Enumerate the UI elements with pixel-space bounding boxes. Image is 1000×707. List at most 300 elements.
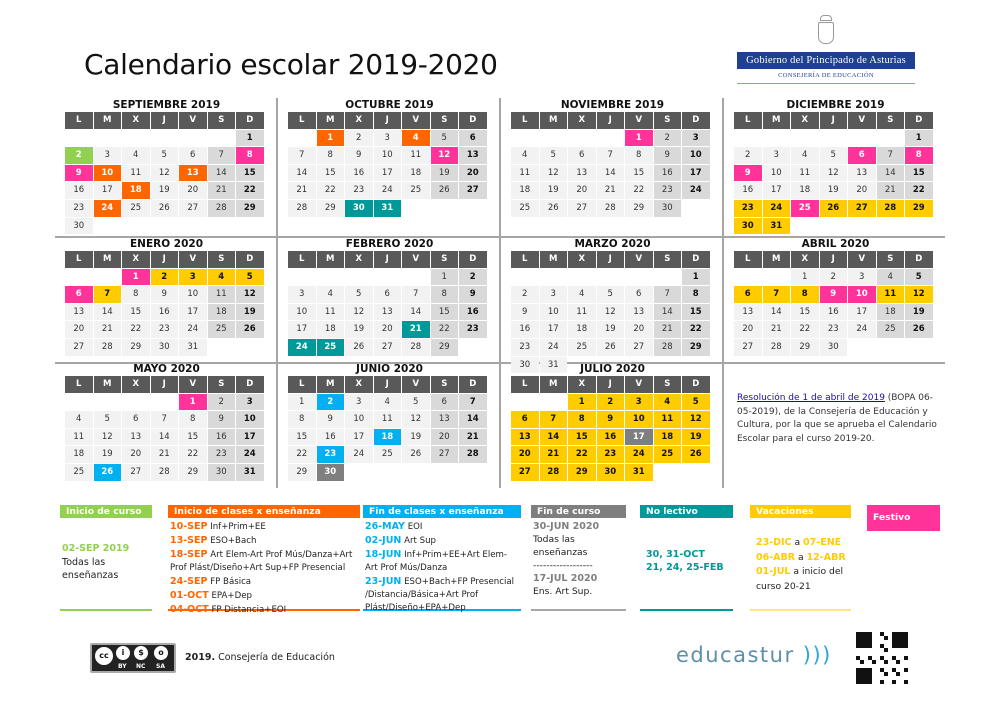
day-cell: 27 — [511, 464, 539, 481]
empty-cell — [151, 130, 179, 147]
day-cell: 8 — [568, 411, 596, 428]
weekday-header: L — [511, 251, 539, 268]
day-cell: 17 — [540, 321, 568, 338]
day-cell: 28 — [208, 200, 236, 217]
day-cell: 1 — [568, 394, 596, 411]
day-cell: 24 — [94, 200, 122, 217]
day-cell: 10 — [374, 147, 402, 164]
day-cell: 28 — [763, 339, 791, 356]
day-cell: 30 — [65, 218, 93, 235]
legend-date: 07-ENE — [803, 537, 842, 548]
day-cell: 20 — [568, 182, 596, 199]
weekday-header: M — [540, 251, 568, 268]
month-grid — [734, 112, 947, 234]
legend-inicio-curso — [60, 505, 152, 611]
empty-cell — [288, 130, 316, 147]
legend-date: 18-JUN — [365, 549, 402, 560]
weekday-header: X — [122, 112, 150, 129]
weekday-header: S — [877, 112, 905, 129]
day-cell: 15 — [625, 165, 653, 182]
day-cell: 11 — [877, 286, 905, 303]
day-cell: 27 — [431, 446, 459, 463]
legend-text: ESO+Bach — [210, 536, 257, 546]
day-cell: 7 — [151, 411, 179, 428]
weekday-header: L — [65, 112, 93, 129]
day-cell: 4 — [511, 147, 539, 164]
legend-date: 18-SEP — [170, 549, 208, 560]
weekday-header: X — [568, 112, 596, 129]
legend-item — [365, 575, 519, 615]
day-cell: 11 — [402, 147, 430, 164]
month-grid — [734, 251, 947, 356]
day-cell: 24 — [236, 446, 264, 463]
day-cell: 9 — [65, 165, 93, 182]
day-cell: 30 — [654, 200, 682, 217]
empty-cell — [345, 269, 373, 286]
day-cell: 9 — [317, 411, 345, 428]
month-1 — [278, 98, 501, 217]
weekday-header: L — [511, 376, 539, 393]
month-title: ABRIL 2020 — [801, 238, 870, 250]
day-cell: 4 — [877, 269, 905, 286]
day-cell: 2 — [820, 269, 848, 286]
day-cell: 18 — [65, 446, 93, 463]
day-cell: 30 — [597, 464, 625, 481]
day-cell: 5 — [682, 394, 710, 411]
day-cell: 12 — [94, 429, 122, 446]
day-cell: 25 — [791, 200, 819, 217]
day-cell: 12 — [151, 165, 179, 182]
resolution-text: (BOPA 06-05-2019), de la Consejería de Educación y Cultura, por la que se aprueba el Calendario Escolar para el curso 2019-20. — [737, 393, 937, 444]
weekday-header: X — [791, 251, 819, 268]
day-cell: 21 — [94, 321, 122, 338]
legend-item — [170, 603, 358, 617]
day-cell: 5 — [151, 147, 179, 164]
day-cell: 16 — [208, 429, 236, 446]
credit-year: 2019. — [185, 652, 216, 663]
legend-item — [170, 548, 358, 575]
day-cell: 14 — [459, 411, 487, 428]
day-cell: 26 — [431, 182, 459, 199]
day-cell: 3 — [179, 269, 207, 286]
empty-cell — [65, 130, 93, 147]
day-cell: 4 — [568, 286, 596, 303]
day-cell: 27 — [179, 200, 207, 217]
day-cell: 16 — [597, 429, 625, 446]
day-cell: 19 — [345, 321, 373, 338]
day-cell: 20 — [122, 446, 150, 463]
day-cell: 6 — [625, 286, 653, 303]
day-cell: 16 — [151, 304, 179, 321]
crown-icon — [820, 15, 832, 21]
day-cell: 18 — [654, 429, 682, 446]
day-cell: 3 — [236, 394, 264, 411]
day-cell: 13 — [459, 147, 487, 164]
day-cell: 20 — [431, 429, 459, 446]
day-cell: 15 — [317, 165, 345, 182]
day-cell: 18 — [791, 182, 819, 199]
day-cell: 18 — [317, 321, 345, 338]
day-cell: 14 — [94, 304, 122, 321]
weekday-header: D — [905, 251, 933, 268]
empty-cell — [511, 394, 539, 411]
day-cell: 12 — [402, 411, 430, 428]
legend-date: 12-ABR — [806, 551, 846, 563]
day-cell: 28 — [654, 339, 682, 356]
legend-date: 06-ABR — [756, 551, 796, 563]
day-cell: 19 — [905, 304, 933, 321]
day-cell: 16 — [345, 165, 373, 182]
day-cell: 28 — [459, 446, 487, 463]
month-3 — [724, 98, 947, 234]
day-cell: 19 — [682, 429, 710, 446]
month-4 — [55, 237, 278, 356]
legend-text: ESO+Bach+FP Presencial /Distancia/Básica+Art Prof Plást/Diseño+EPA+Dep — [365, 577, 514, 613]
credit-text: Consejería de Educación — [215, 652, 335, 663]
day-cell: 13 — [511, 429, 539, 446]
legend-text: Art Elem-Art Prof Mús/Danza+Art Prof Plást/Diseño+Art Sup+FP Presencial — [170, 550, 353, 573]
day-cell: 17 — [179, 304, 207, 321]
weekday-header: V — [848, 112, 876, 129]
legend-item — [756, 536, 849, 551]
day-cell: 27 — [734, 339, 762, 356]
weekday-header: V — [179, 376, 207, 393]
weekday-header: M — [763, 112, 791, 129]
day-cell: 13 — [848, 165, 876, 182]
day-cell: 7 — [402, 286, 430, 303]
day-cell: 23 — [459, 321, 487, 338]
day-cell: 23 — [65, 200, 93, 217]
month-title: OCTUBRE 2019 — [345, 99, 434, 111]
legend-date: 01-JUL — [756, 566, 791, 577]
day-cell: 23 — [511, 339, 539, 356]
day-cell: 8 — [288, 411, 316, 428]
day-cell: 14 — [288, 165, 316, 182]
weekday-header: V — [625, 251, 653, 268]
legend-item — [756, 565, 849, 594]
legend-date: 02-SEP 2019 — [62, 543, 130, 554]
day-cell: 14 — [763, 304, 791, 321]
day-cell: 13 — [625, 304, 653, 321]
day-cell: 3 — [345, 394, 373, 411]
day-cell: 7 — [540, 411, 568, 428]
legend-date: 23-JUN — [365, 576, 402, 587]
weekday-header: M — [94, 251, 122, 268]
cc-label: SA — [156, 663, 165, 670]
day-cell: 29 — [317, 200, 345, 217]
day-cell: 29 — [431, 339, 459, 356]
day-cell: 13 — [65, 304, 93, 321]
empty-cell — [65, 394, 93, 411]
day-cell: 2 — [597, 394, 625, 411]
day-cell: 3 — [682, 130, 710, 147]
empty-cell — [597, 269, 625, 286]
day-cell: 28 — [877, 200, 905, 217]
day-cell: 4 — [791, 147, 819, 164]
day-cell: 27 — [848, 200, 876, 217]
day-cell: 30 — [734, 218, 762, 235]
day-cell: 26 — [682, 446, 710, 463]
day-cell: 14 — [402, 304, 430, 321]
day-cell: 7 — [763, 286, 791, 303]
day-cell: 10 — [625, 411, 653, 428]
day-cell: 12 — [597, 304, 625, 321]
day-cell: 23 — [345, 182, 373, 199]
empty-cell — [763, 269, 791, 286]
day-cell: 25 — [511, 200, 539, 217]
day-cell: 8 — [682, 286, 710, 303]
day-cell: 28 — [540, 464, 568, 481]
day-cell: 31 — [179, 339, 207, 356]
day-cell: 26 — [236, 321, 264, 338]
day-cell: 11 — [122, 165, 150, 182]
weekday-header: S — [431, 251, 459, 268]
day-cell: 1 — [791, 269, 819, 286]
weekday-header: X — [791, 112, 819, 129]
day-cell: 6 — [179, 147, 207, 164]
weekday-header: S — [654, 251, 682, 268]
day-cell: 24 — [625, 446, 653, 463]
empty-cell — [94, 130, 122, 147]
waves-icon: ))) — [802, 643, 832, 667]
legend-text: EPA+Dep — [211, 591, 252, 601]
day-cell: 3 — [288, 286, 316, 303]
day-cell: 10 — [288, 304, 316, 321]
legend-text: a — [791, 537, 804, 548]
legend-item — [365, 534, 519, 548]
day-cell: 31 — [374, 200, 402, 217]
legend-date: 21, 24, 25-FEB — [646, 562, 724, 573]
weekday-header: V — [848, 251, 876, 268]
day-cell: 18 — [402, 165, 430, 182]
day-cell: 6 — [511, 411, 539, 428]
weekday-header: M — [763, 251, 791, 268]
month-8 — [55, 362, 278, 481]
day-cell: 4 — [654, 394, 682, 411]
empty-cell — [877, 130, 905, 147]
day-cell: 6 — [734, 286, 762, 303]
weekday-header: L — [288, 112, 316, 129]
day-cell: 2 — [654, 130, 682, 147]
legend-text: Todas las enseñanzas — [533, 534, 588, 558]
day-cell: 10 — [179, 286, 207, 303]
logo-line1: Gobierno del Principado de Asturias — [737, 52, 915, 69]
day-cell: 10 — [540, 304, 568, 321]
day-cell: 1 — [682, 269, 710, 286]
day-cell: 25 — [317, 339, 345, 356]
page-title: Calendario escolar 2019-2020 — [84, 48, 498, 81]
day-cell: 7 — [94, 286, 122, 303]
day-cell: 7 — [654, 286, 682, 303]
weekday-header: S — [654, 112, 682, 129]
weekday-header: L — [65, 251, 93, 268]
weekday-header: X — [345, 251, 373, 268]
day-cell: 16 — [734, 182, 762, 199]
day-cell: 21 — [459, 429, 487, 446]
day-cell: 8 — [905, 147, 933, 164]
month-title: DICIEMBRE 2019 — [786, 99, 885, 111]
day-cell: 22 — [625, 182, 653, 199]
day-cell: 14 — [208, 165, 236, 182]
day-cell: 1 — [431, 269, 459, 286]
day-cell: 4 — [208, 269, 236, 286]
day-cell: 20 — [374, 321, 402, 338]
day-cell: 15 — [122, 304, 150, 321]
weekday-header: D — [459, 376, 487, 393]
day-cell: 16 — [820, 304, 848, 321]
resolution-link[interactable]: Resolución de 1 de abril de 2019 — [737, 393, 885, 403]
day-cell: 16 — [654, 165, 682, 182]
day-cell: 28 — [94, 339, 122, 356]
qr-code — [856, 632, 908, 684]
day-cell: 9 — [734, 165, 762, 182]
day-cell: 25 — [65, 464, 93, 481]
day-cell: 17 — [625, 429, 653, 446]
weekday-header: X — [568, 251, 596, 268]
day-cell: 28 — [597, 200, 625, 217]
empty-cell — [540, 269, 568, 286]
day-cell: 3 — [374, 130, 402, 147]
day-cell: 19 — [540, 182, 568, 199]
day-cell: 27 — [625, 339, 653, 356]
day-cell: 24 — [763, 200, 791, 217]
month-title: SEPTIEMBRE 2019 — [112, 99, 221, 111]
empty-cell — [734, 269, 762, 286]
day-cell: 29 — [288, 464, 316, 481]
day-cell: 17 — [763, 182, 791, 199]
weekday-header: J — [151, 251, 179, 268]
month-7 — [724, 237, 947, 356]
day-cell: 22 — [682, 321, 710, 338]
brand-text: educastur — [676, 643, 795, 667]
day-cell: 27 — [374, 339, 402, 356]
day-cell: 22 — [905, 182, 933, 199]
day-cell: 6 — [122, 411, 150, 428]
empty-cell — [540, 130, 568, 147]
day-cell: 6 — [568, 147, 596, 164]
legend-title: Fin de clases x enseñanza — [363, 505, 521, 518]
day-cell: 19 — [431, 165, 459, 182]
day-cell: 24 — [345, 446, 373, 463]
day-cell: 11 — [208, 286, 236, 303]
weekday-header: J — [374, 251, 402, 268]
weekday-header: D — [459, 112, 487, 129]
day-cell: 1 — [236, 130, 264, 147]
day-cell: 19 — [94, 446, 122, 463]
legend-festivo: Festivo — [867, 505, 940, 531]
legend-date: 02-JUN — [365, 535, 402, 546]
legend-vacaciones — [750, 505, 851, 611]
day-cell: 13 — [734, 304, 762, 321]
month-title: ENERO 2020 — [129, 238, 204, 250]
day-cell: 17 — [345, 429, 373, 446]
day-cell: 5 — [94, 411, 122, 428]
educastur-logo[interactable] — [676, 643, 832, 667]
day-cell: 22 — [568, 446, 596, 463]
day-cell: 6 — [848, 147, 876, 164]
legend-date: 01-OCT — [170, 590, 209, 601]
weekday-header: L — [288, 251, 316, 268]
day-cell: 2 — [208, 394, 236, 411]
empty-cell — [65, 269, 93, 286]
day-cell: 9 — [511, 304, 539, 321]
day-cell: 5 — [431, 130, 459, 147]
day-cell: 29 — [179, 464, 207, 481]
day-cell: 11 — [374, 411, 402, 428]
empty-cell — [763, 130, 791, 147]
day-cell: 9 — [208, 411, 236, 428]
weekday-header: L — [734, 112, 762, 129]
day-cell: 18 — [511, 182, 539, 199]
day-cell: 26 — [151, 200, 179, 217]
weekday-header: D — [682, 251, 710, 268]
weekday-header: M — [94, 112, 122, 129]
day-cell: 22 — [122, 321, 150, 338]
legend-item — [170, 534, 358, 548]
month-title: MAYO 2020 — [133, 363, 200, 375]
weekday-header: M — [540, 112, 568, 129]
day-cell: 11 — [568, 304, 596, 321]
weekday-header: V — [625, 376, 653, 393]
legend-item — [365, 548, 519, 575]
day-cell: 31 — [236, 464, 264, 481]
day-cell: 30 — [208, 464, 236, 481]
day-cell: 10 — [94, 165, 122, 182]
day-cell: 29 — [625, 200, 653, 217]
day-cell: 24 — [540, 339, 568, 356]
day-cell: 1 — [625, 130, 653, 147]
creative-commons-badge[interactable] — [90, 643, 176, 673]
cc-icon: cc — [95, 647, 113, 665]
day-cell: 25 — [122, 200, 150, 217]
legend-title: Inicio de curso — [60, 505, 152, 518]
day-cell: 18 — [374, 429, 402, 446]
day-cell: 13 — [568, 165, 596, 182]
day-cell: 13 — [431, 411, 459, 428]
day-cell: 11 — [511, 165, 539, 182]
day-cell: 1 — [122, 269, 150, 286]
weekday-header: X — [568, 376, 596, 393]
empty-cell — [511, 130, 539, 147]
day-cell: 11 — [654, 411, 682, 428]
legend-text: Inf+Prim+EE — [210, 522, 266, 532]
day-cell: 4 — [374, 394, 402, 411]
empty-cell — [94, 269, 122, 286]
empty-cell — [122, 130, 150, 147]
legend-title: No lectivo — [640, 505, 733, 518]
nc-icon: $ — [134, 646, 148, 660]
day-cell: 3 — [540, 286, 568, 303]
weekday-header: X — [345, 112, 373, 129]
day-cell: 21 — [763, 321, 791, 338]
day-cell: 16 — [317, 429, 345, 446]
day-cell: 21 — [540, 446, 568, 463]
empty-cell — [402, 269, 430, 286]
month-title: FEBRERO 2020 — [345, 238, 434, 250]
day-cell: 26 — [905, 321, 933, 338]
weekday-header: L — [288, 376, 316, 393]
day-cell: 22 — [791, 321, 819, 338]
day-cell: 18 — [208, 304, 236, 321]
day-cell: 13 — [374, 304, 402, 321]
empty-cell — [654, 269, 682, 286]
day-cell: 11 — [65, 429, 93, 446]
day-cell: 20 — [734, 321, 762, 338]
day-cell: 9 — [151, 286, 179, 303]
day-cell: 8 — [625, 147, 653, 164]
empty-cell — [374, 269, 402, 286]
day-cell: 2 — [459, 269, 487, 286]
